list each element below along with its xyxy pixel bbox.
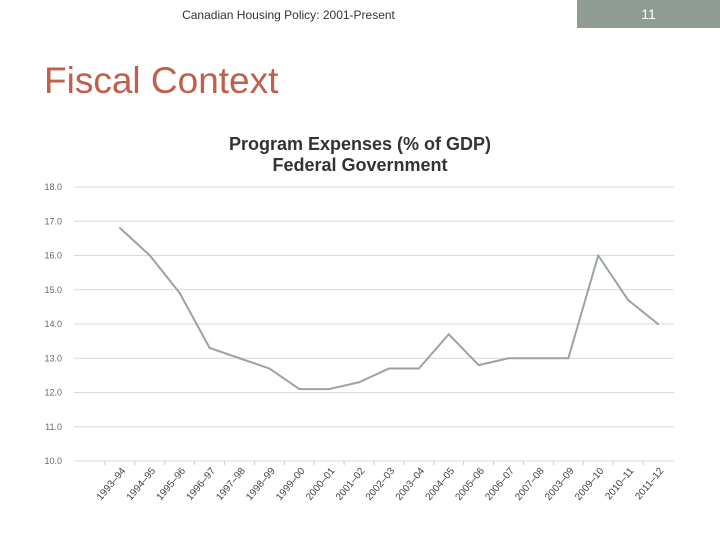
y-tick-label: 11.0 [45,421,62,432]
header-background [0,0,577,28]
data-point [508,357,510,359]
presentation-title: Canadian Housing Policy: 2001-Present [182,8,395,22]
x-tick-label: 1993–94 [94,465,129,503]
data-point [209,347,211,349]
x-axis-ticks [95,461,667,503]
data-point [597,255,599,257]
y-tick-label: 13.0 [44,353,62,364]
series [119,227,659,390]
data-point [627,299,629,301]
data-point [478,364,480,366]
x-tick-label: 2002–03 [363,465,398,503]
x-tick-label: 1995–96 [154,465,189,503]
gridlines [74,187,674,461]
x-tick-label: 2011–12 [633,465,667,503]
data-point [179,292,181,294]
x-tick-label: 2003–04 [393,465,428,503]
data-point [239,357,241,359]
x-tick-label: 2010–11 [603,465,637,503]
y-tick-label: 14.0 [44,319,62,329]
page-number: 11 [641,6,656,22]
y-axis-ticks [44,182,62,466]
x-tick-label: 2004–05 [423,465,458,503]
y-tick-label: 18.0 [44,182,62,192]
y-tick-label: 12.0 [44,387,62,398]
chart-subtitle: Federal Government [272,155,448,175]
data-point [358,381,360,383]
series-line [120,228,658,389]
data-point [567,357,569,359]
x-tick-label: 2000–01 [304,465,338,503]
data-point [119,227,121,229]
x-tick-label: 1996–97 [184,465,218,503]
x-tick-label: 2009–10 [573,465,607,503]
x-tick-label: 1994–95 [124,465,159,503]
chart-title: Program Expenses (% of GDP) [228,134,492,154]
page-number-box [577,0,720,28]
line-chart [0,120,720,540]
data-point [448,333,450,335]
x-tick-label: 2003–09 [543,465,577,503]
x-tick-label: 1997–98 [214,465,248,503]
data-point [657,323,659,325]
y-tick-label: 15.0 [44,284,62,295]
header-bar [0,0,720,28]
y-tick-label: 17.0 [44,216,62,227]
data-point [268,368,270,370]
x-tick-label: 2001–02 [333,465,368,503]
x-tick-label: 1999–00 [274,465,308,503]
data-point [328,388,330,390]
x-tick-label: 1998–99 [244,465,278,503]
data-point [298,388,300,390]
y-tick-label: 10.0 [44,456,62,466]
x-tick-label: 2007–08 [513,465,547,503]
x-tick-label: 2005–06 [453,465,487,503]
data-point [537,357,539,359]
x-tick-label: 2006–07 [483,465,517,503]
data-point [149,255,151,257]
data-point [388,368,390,370]
y-tick-label: 16.0 [44,250,62,261]
data-point [418,368,420,370]
slide-title: Fiscal Context [44,60,279,101]
